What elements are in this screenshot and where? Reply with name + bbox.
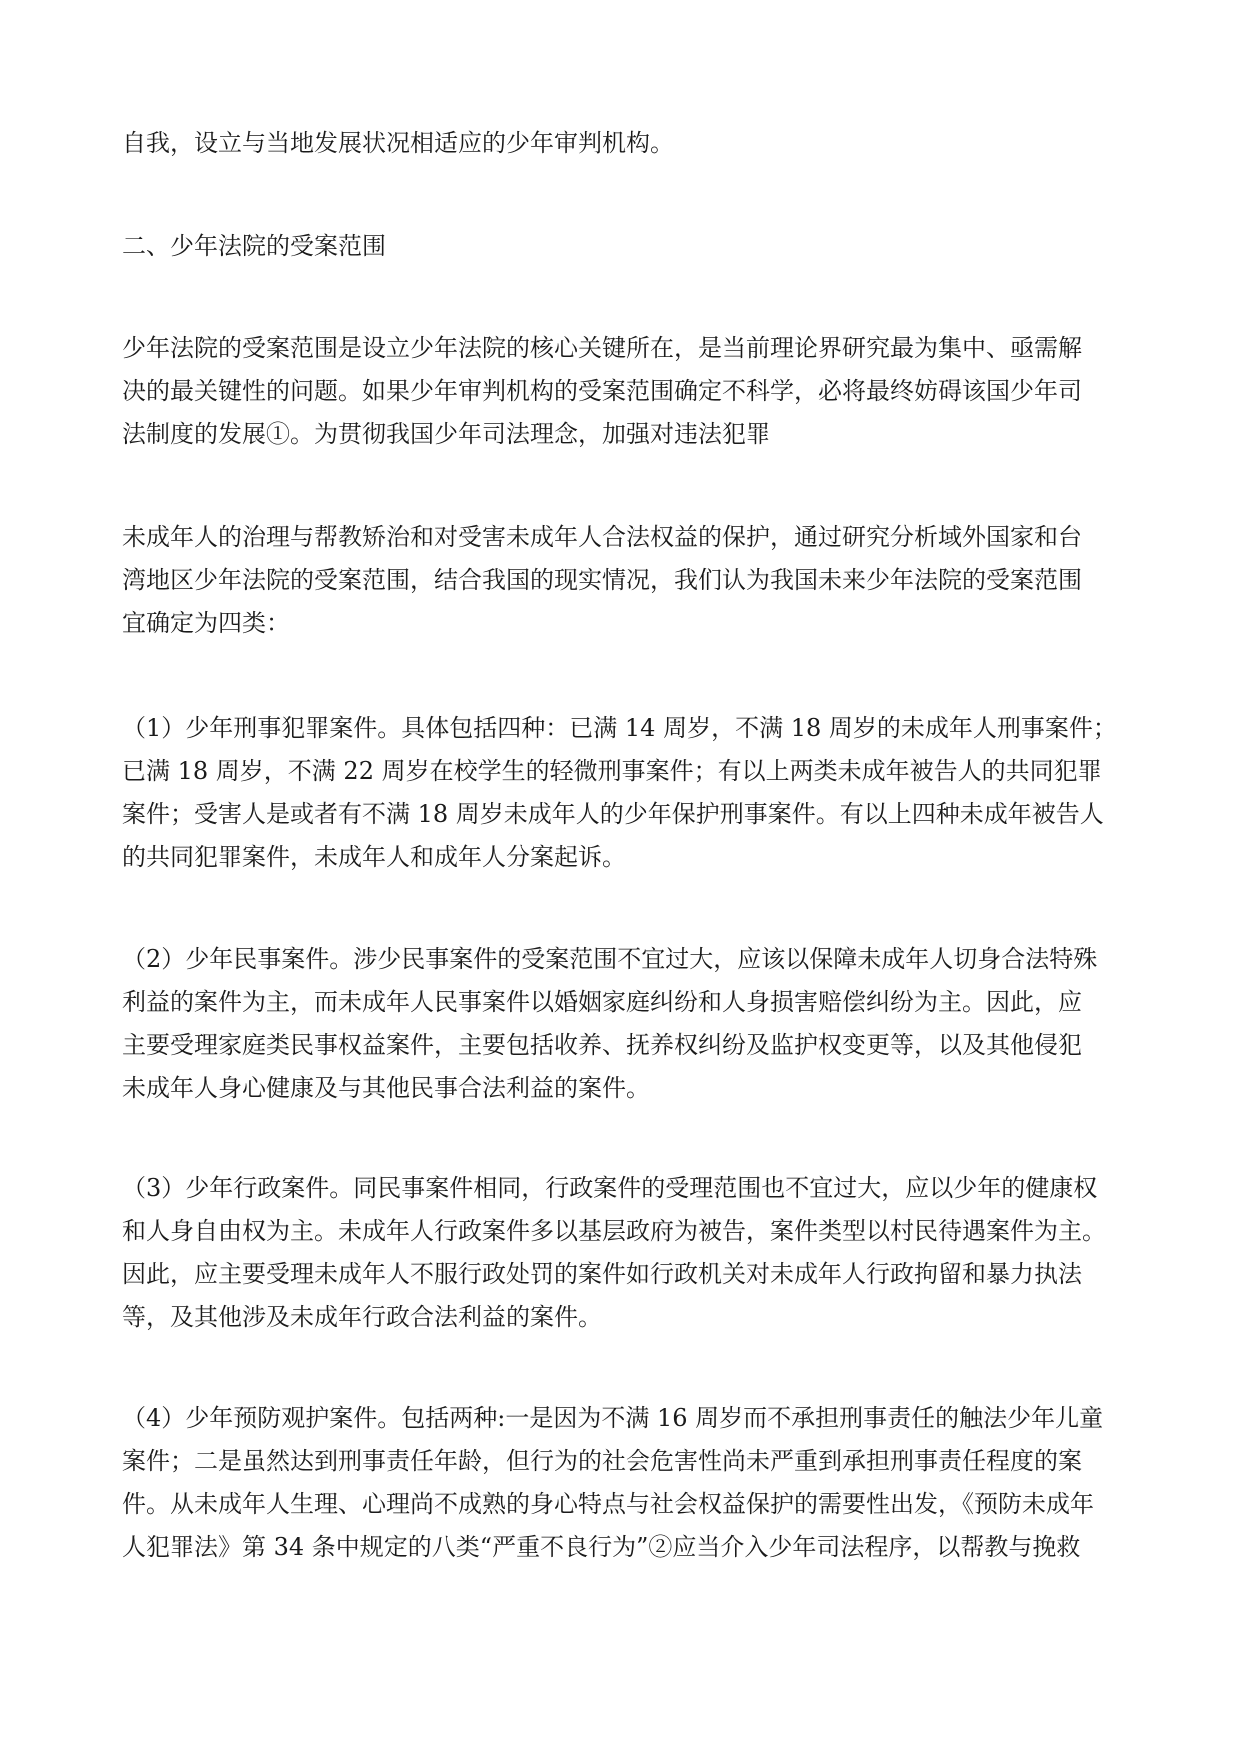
- text-line: 主要受理家庭类民事权益案件，主要包括收养、抚养权纠纷及监护权变更等，以及其他侵犯: [122, 1031, 1082, 1059]
- text-line: 决的最关键性的问题。如果少年审判机构的受案范围确定不科学，必将最终妨碍该国少年司: [122, 377, 1082, 405]
- text-line: 未成年人的治理与帮教矫治和对受害未成年人合法权益的保护，通过研究分析域外国家和台: [122, 523, 1082, 551]
- text-line: 件。从未成年人生理、心理尚不成熟的身心特点与社会权益保护的需要性出发，《预防未成年: [122, 1490, 1094, 1518]
- paragraph-criminal-cases: [122, 707, 1122, 879]
- text-line: 已满 18 周岁，不满 22 周岁在校学生的轻微刑事案件；有以上两类未成年被告人的共同犯罪: [122, 757, 1102, 785]
- text-line: 二、少年法院的受案范围: [122, 232, 386, 260]
- text-line: 人犯罪法》第 34 条中规定的八类“严重不良行为”②应当介入少年司法程序，以帮教与挽救: [122, 1533, 1081, 1561]
- paragraph-prevention-cases: [122, 1397, 1122, 1569]
- section-heading: [122, 225, 1122, 268]
- text-line: 的共同犯罪案件，未成年人和成年人分案起诉。: [122, 843, 626, 871]
- paragraph-scope-four-categories: [122, 516, 1122, 645]
- text-line: 法制度的发展①。为贯彻我国少年司法理念，加强对违法犯罪: [122, 420, 770, 448]
- text-line: 自我，设立与当地发展状况相适应的少年审判机构。: [122, 129, 674, 157]
- paragraph-scope-overview: [122, 327, 1122, 456]
- text-line: 宜确定为四类：: [122, 609, 290, 637]
- paragraph-civil-cases: [122, 938, 1122, 1110]
- text-line: （1）少年刑事犯罪案件。具体包括四种：已满 14 周岁，不满 18 周岁的未成年人刑事案件；: [122, 714, 1117, 742]
- text-line: （4）少年预防观护案件。包括两种:一是因为不满 16 周岁而不承担刑事责任的触法少年儿童: [122, 1404, 1104, 1432]
- paragraph-administrative-cases: [122, 1167, 1122, 1339]
- text-line: 因此，应主要受理未成年人不服行政处罚的案件如行政机关对未成年人行政拘留和暴力执法: [122, 1260, 1082, 1288]
- text-line: （2）少年民事案件。涉少民事案件的受案范围不宜过大，应该以保障未成年人切身合法特殊: [122, 945, 1098, 973]
- text-line: 湾地区少年法院的受案范围，结合我国的现实情况，我们认为我国未来少年法院的受案范围: [122, 566, 1082, 594]
- text-line: （3）少年行政案件。同民事案件相同，行政案件的受理范围也不宜过大，应以少年的健康权: [122, 1174, 1098, 1202]
- text-line: 和人身自由权为主。未成年人行政案件多以基层政府为被告，案件类型以村民待遇案件为主。: [122, 1217, 1106, 1245]
- text-line: 案件；二是虽然达到刑事责任年龄，但行为的社会危害性尚未严重到承担刑事责任程度的案: [122, 1447, 1082, 1475]
- text-line: 案件；受害人是或者有不满 18 周岁未成年人的少年保护刑事案件。有以上四种未成年被告人: [122, 800, 1104, 828]
- text-line: 少年法院的受案范围是设立少年法院的核心关键所在，是当前理论界研究最为集中、亟需解: [122, 334, 1082, 362]
- text-line: 等，及其他涉及未成年行政合法利益的案件。: [122, 1303, 602, 1331]
- text-line: 利益的案件为主，而未成年人民事案件以婚姻家庭纠纷和人身损害赔偿纠纷为主。因此，应: [122, 988, 1082, 1016]
- paragraph-intro-continuation: [122, 122, 1122, 165]
- text-line: 未成年人身心健康及与其他民事合法利益的案件。: [122, 1074, 650, 1102]
